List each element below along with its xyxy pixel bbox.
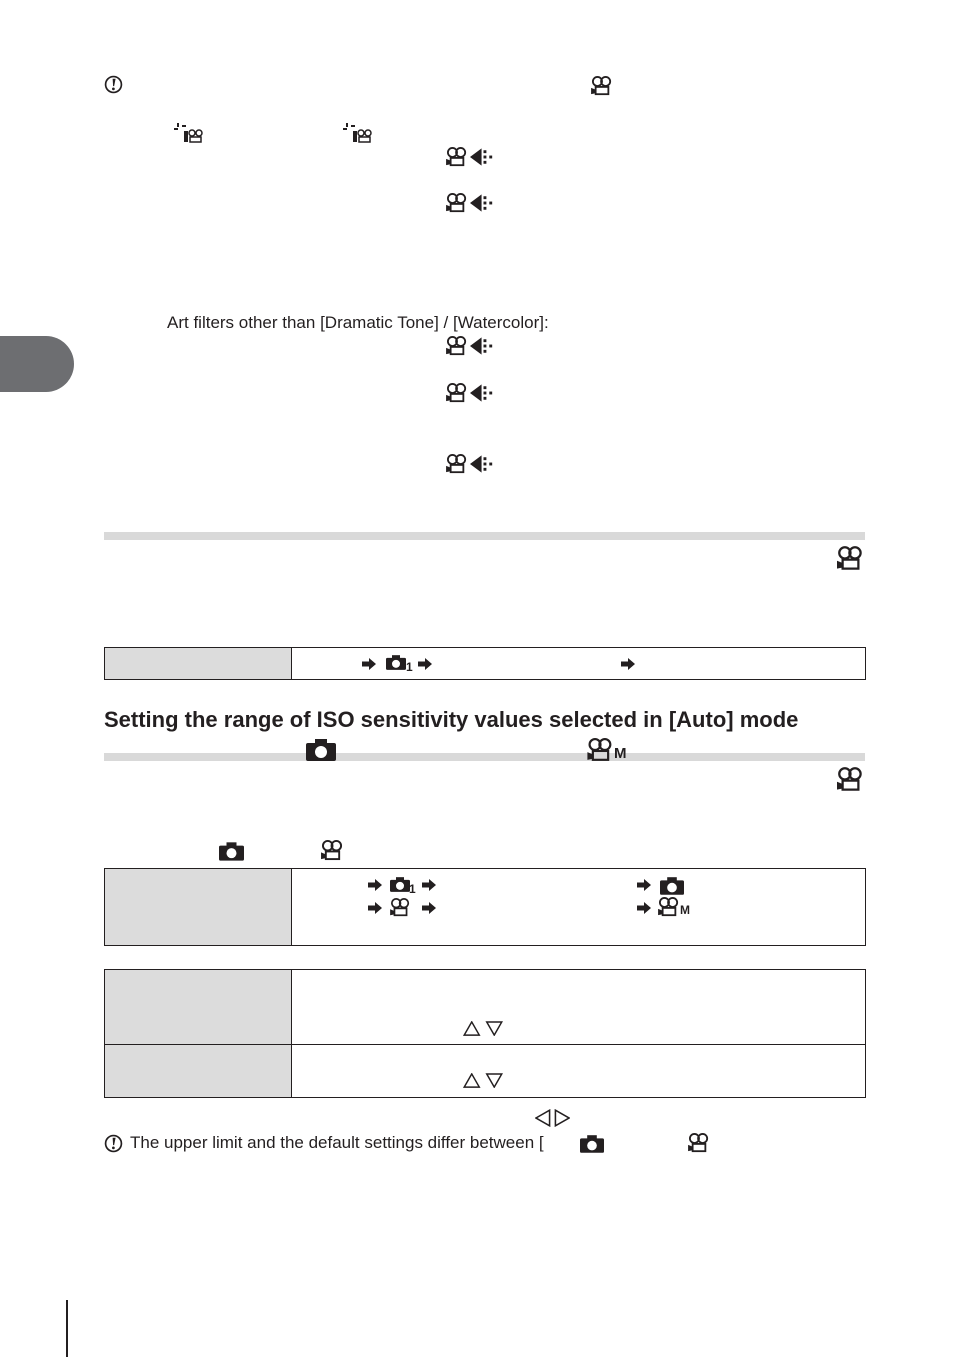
menu-path-label-cell [105,648,292,680]
movie-camera-icon [390,898,411,917]
camera-icon [219,842,244,861]
settings-value-cell [292,1045,866,1098]
movie-camera-icon [591,76,613,96]
camera-icon [390,877,410,892]
settings-value-cell [292,970,866,1045]
movie-frame-rate-icon [470,194,497,212]
movie-camera-icon [321,840,344,861]
movie-mode-letter: M [680,903,690,917]
settings-table [104,969,866,1098]
camera-icon [660,877,684,895]
movie-effect-icon [343,123,373,143]
movie-frame-rate-icon [470,384,497,402]
movie-camera-icon [837,767,864,792]
settings-label-cell [105,970,292,1045]
camera-menu-subscript: 1 [406,660,413,674]
movie-camera-icon [837,546,864,571]
note-text: The upper limit and the default settings differ between [ [130,1133,544,1152]
arrow-right-icon [368,902,382,914]
movie-frame-rate-icon [470,337,497,355]
arrow-right-icon [621,658,635,670]
camera-icon [386,655,406,670]
arrow-right-icon [422,879,436,891]
movie-frame-rate-icon [470,148,497,166]
movie-effect-icon [174,123,204,143]
section-rule [104,753,865,761]
movie-camera-icon [658,897,680,917]
movie-camera-icon [446,454,468,474]
arrow-right-icon [418,658,432,670]
footer-margin-line [66,1300,68,1357]
arrow-right-icon [362,658,376,670]
up-down-triangle-icon [463,1073,503,1088]
arrow-right-icon [637,902,651,914]
menu-path-cell [292,648,866,680]
section-heading: Setting the range of ISO sensitivity values selected in [Auto] mode [104,707,799,732]
left-right-triangle-icon [535,1109,570,1127]
arrow-right-icon [422,902,436,914]
arrow-right-icon [368,879,382,891]
camera-icon [306,739,336,761]
camera-icon [580,1135,604,1153]
movie-camera-icon [446,336,468,356]
chapter-tab-marker [0,336,74,392]
movie-camera-icon [446,383,468,403]
menu-path-table [104,647,866,680]
caution-icon [104,1134,123,1153]
caution-icon [104,75,123,94]
menu-path-label-cell [105,869,292,946]
movie-mode-letter: M [614,745,627,762]
movie-frame-rate-icon [470,455,497,473]
menu-path-cell [292,869,866,946]
settings-label-cell [105,1045,292,1098]
movie-camera-icon [587,738,614,762]
movie-camera-icon [688,1133,710,1153]
camera-menu-subscript: 1 [409,882,416,896]
movie-camera-icon [446,193,468,213]
section-rule [104,532,865,540]
up-down-triangle-icon [463,1021,503,1036]
menu-path-table-2 [104,868,866,946]
art-filters-text: Art filters other than [Dramatic Tone] / [Watercolor]: [167,313,549,332]
arrow-right-icon [637,879,651,891]
movie-camera-icon [446,147,468,167]
